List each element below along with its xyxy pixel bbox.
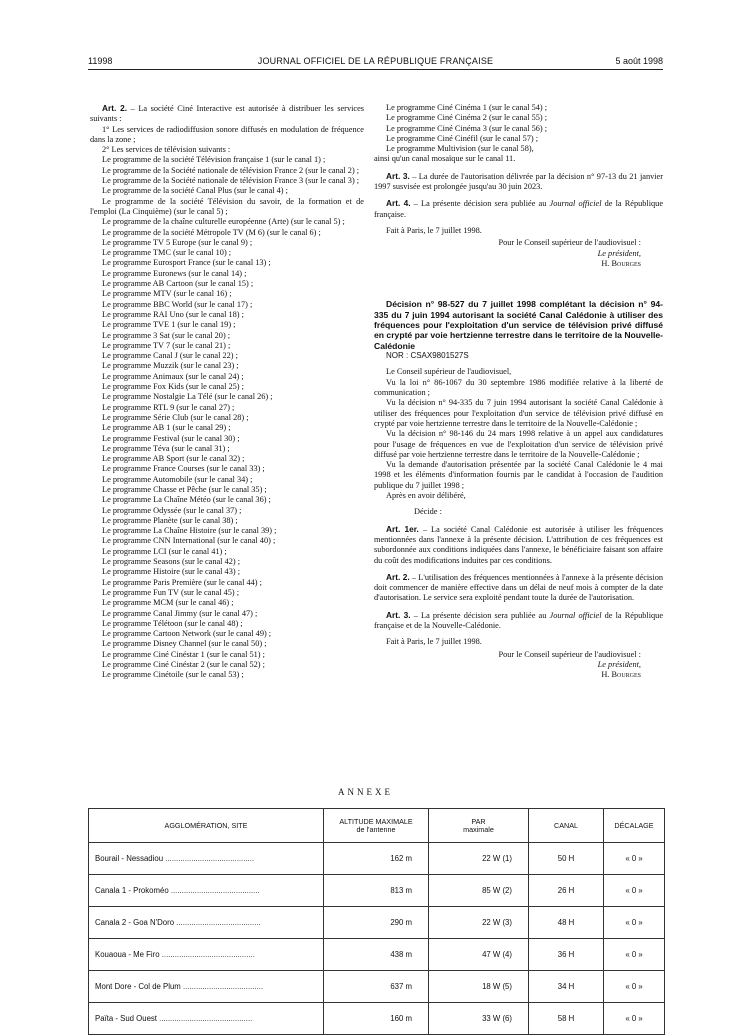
nor-reference: NOR : CSAX9801527S (386, 351, 469, 361)
art3-text: – La durée de l'autorisation délivrée par la décision n° 97-13 du 21 janvier 1997 susvisée est prolongée jusqu'au 30 juin 2023. (374, 171, 663, 192)
annexe-header-row (89, 809, 665, 843)
program-line: Le programme Paris Première (sur le canal 44) ; (102, 577, 262, 587)
site-cell-text: Bourail - Nessadiou (95, 854, 164, 863)
par-cell-text: 47 W (4) (482, 950, 512, 959)
decision-art3-text-a: – La présente décision sera publiée au (410, 610, 550, 620)
decalage-cell-text: « 0 » (625, 950, 643, 959)
header-altitude (324, 809, 429, 843)
program-line: Le programme BBC World (sur le canal 17) ; (102, 299, 253, 309)
visas-list (374, 367, 663, 501)
program-line: Le programme Nostalgie La Télé (sur le canal 26) ; (102, 392, 273, 402)
decision-art2 (374, 572, 663, 604)
visa-paragraph: Après en avoir délibéré, (386, 491, 466, 501)
program-line: Le programme LCI (sur le canal 41) ; (102, 546, 227, 556)
visa-paragraph: Vu la demande d'autorisation présentée par la société Canal Calédonie le 4 mai 1998 et les éléments d'information fournis par le candidat à l'occasion de l'audition publique du 7 juillet 1998 ; (374, 460, 663, 490)
program-line: Le programme Canal J (sur le canal 22) ; (102, 351, 238, 361)
canal-cell-text: 36 H (557, 950, 575, 959)
site-cell-text: Canala 2 - Goa N'Doro (95, 918, 175, 927)
issue-date: 5 août 1998 (615, 56, 663, 66)
altitude-cell-text: 813 m (390, 886, 412, 895)
program-line: Le programme La Chaîne Météo (sur le canal 36) ; (102, 495, 271, 505)
program-line: Le programme Canal Jimmy (sur le canal 47) ; (102, 608, 258, 618)
canal-cell (529, 939, 604, 971)
decision-art3-label: Art. 3. (386, 609, 411, 620)
program-line: Le programme MCM (sur le canal 46) ; (102, 598, 234, 608)
header-altitude-line1: ALTITUDE MAXIMALE (339, 816, 413, 826)
program-line: Le programme Planète (sur le canal 38) ; (102, 515, 238, 525)
site-cell-text: Païta - Sud Ouest (95, 1014, 157, 1023)
par-cell-text: 22 W (3) (482, 918, 512, 927)
program-line: Le programme Automobile (sur le canal 34) ; (102, 474, 253, 484)
site-cell (89, 907, 324, 939)
par-cell (429, 843, 529, 875)
program-line: Le programme Histoire (sur le canal 43) ; (102, 567, 241, 577)
art2-label: Art. 2. (102, 103, 128, 113)
header-decalage: DÉCALAGE (604, 809, 665, 843)
site-cell (89, 875, 324, 907)
altitude-cell (324, 971, 429, 1003)
annexe-row (89, 843, 665, 875)
decision-art1 (374, 524, 663, 566)
decalage-cell-text: « 0 » (625, 886, 643, 895)
program-line: Le programme Multivision (sur le canal 58), (386, 144, 534, 154)
program-line: Le programme CNN International (sur le canal 40) ; (102, 536, 276, 546)
decalage-cell-text: « 0 » (625, 1014, 643, 1023)
visa-paragraph: Vu la décision n° 94-335 du 7 juin 1994 autorisant la société Canal Calédonie à utiliser des fréquences pour l'exploitation d'un service de télévision privé diffusé en crypté par voie hertzienne terrestre dans le territoire de la Nouvelle-Calédonie ; (374, 398, 663, 428)
par-cell (429, 971, 529, 1003)
art3-paragraph (374, 171, 663, 193)
program-line: Le programme Muzzik (sur le canal 23) ; (102, 361, 239, 371)
item-tv: 2° Les services de télévision suivants : (102, 145, 231, 155)
fait-line-2: Fait à Paris, le 7 juillet 1998. (386, 637, 482, 647)
program-line: Le programme AB Cartoon (sur le canal 15) ; (102, 279, 254, 289)
program-line: Le programme de la Société nationale de télévision France 2 (sur le canal 2) ; (102, 165, 360, 175)
program-line: Le programme Festival (sur le canal 30) ; (102, 433, 240, 443)
annexe-row (89, 971, 665, 1003)
signature-role-2: Le président, (597, 659, 641, 669)
header-par-line1: PAR (471, 816, 486, 826)
program-line: Le programme Fun TV (sur le canal 45) ; (102, 587, 240, 597)
par-cell (429, 939, 529, 971)
program-line: Le programme Téva (sur le canal 31) ; (102, 443, 230, 453)
decision-art2-label: Art. 2. (386, 571, 410, 582)
fait-line-1: Fait à Paris, le 7 juillet 1998. (386, 225, 482, 235)
decalage-cell-text: « 0 » (625, 918, 643, 927)
site-cell (89, 1003, 324, 1035)
program-line: Le programme Ciné Cinéfil (sur le canal 57) ; (386, 133, 539, 143)
decalage-cell (604, 875, 665, 907)
art4-text-b: de la République française. (374, 199, 664, 219)
program-line: Le programme 3 Sat (sur le canal 20) ; (102, 330, 231, 340)
decision-art3 (374, 610, 663, 632)
leader-dots: ........................................... (159, 950, 255, 959)
decision-art3-journal: Journal officiel (549, 610, 602, 620)
annexe-row (89, 1003, 665, 1035)
program-line: Le programme de la société Télévision du savoir, de la formation et de l'emploi (La Cinquième) (sur le canal 5) ; (90, 196, 364, 216)
par-cell-text: 33 W (6) (482, 1014, 512, 1023)
site-cell-text: Mont Dore - Col de Plum (95, 982, 181, 991)
running-header (88, 56, 663, 70)
altitude-cell (324, 939, 429, 971)
art2-intro: – La société Ciné Interactive est autorisée à distribuer les services suivants : (90, 104, 364, 124)
program-line: Le programme Ciné Cinéma 2 (sur le canal 55) ; (386, 113, 548, 123)
program-line: Le programme de la société Métropole TV (M 6) (sur le canal 6) ; (102, 227, 321, 237)
decide-line: Décide : (414, 507, 442, 517)
program-line: Le programme Seasons (sur le canal 42) ; (102, 557, 241, 567)
canal-cell (529, 843, 604, 875)
decalage-cell (604, 1003, 665, 1035)
altitude-cell-text: 160 m (390, 1014, 412, 1023)
altitude-cell (324, 907, 429, 939)
program-line: Le programme Euronews (sur le canal 14) ; (102, 268, 247, 278)
leader-dots: ......................................... (168, 886, 260, 895)
program-line: Le programme Cartoon Network (sur le canal 49) ; (102, 629, 272, 639)
canal-cell-text: 26 H (557, 886, 575, 895)
art2-paragraph (90, 103, 364, 125)
program-line: Le programme RAI Uno (sur le canal 18) ; (102, 309, 244, 319)
header-site: AGGLOMÉRATION, SITE (89, 809, 324, 843)
decalage-cell (604, 843, 665, 875)
program-line: Le programme La Chaîne Histoire (sur le canal 39) ; (102, 526, 277, 536)
canal-cell (529, 971, 604, 1003)
left-column (90, 103, 364, 681)
program-line: Le programme de la chaîne culturelle européenne (Arte) (sur le canal 5) ; (102, 217, 345, 227)
program-line: Le programme Disney Channel (sur le canal 50) ; (102, 639, 267, 649)
site-cell (89, 843, 324, 875)
annexe-row (89, 939, 665, 971)
leader-dots: ....................................... (174, 918, 261, 927)
annexe-table (88, 808, 665, 1035)
visa-paragraph: Vu la loi n° 86-1067 du 30 septembre 1986 modifiée relative à la liberté de communication ; (374, 377, 663, 398)
decalage-cell (604, 939, 665, 971)
program-line: Le programme Ciné Cinéma 3 (sur le canal 56) ; (386, 123, 548, 133)
canal-cell (529, 875, 604, 907)
program-line: Le programme AB 1 (sur le canal 29) ; (102, 423, 231, 433)
program-line: Le programme Ciné Cinéstar 1 (sur le canal 51) ; (102, 649, 265, 659)
par-cell-text: 22 W (1) (482, 854, 512, 863)
program-line: Le programme Chasse et Pêche (sur le canal 35) ; (102, 484, 267, 494)
program-line: Le programme Fox Kids (sur le canal 25) ; (102, 382, 244, 392)
annexe-title: ANNEXE (338, 787, 393, 797)
visa-paragraph: Le Conseil supérieur de l'audiovisuel, (386, 367, 512, 377)
decalage-cell (604, 907, 665, 939)
header-par (429, 809, 529, 843)
altitude-cell (324, 843, 429, 875)
program-line: Le programme TV 7 (sur le canal 21) ; (102, 340, 231, 350)
journal-title: JOURNAL OFFICIEL DE LA RÉPUBLIQUE FRANÇAISE (257, 56, 494, 66)
header-altitude-line2: de l'antenne (356, 824, 396, 834)
program-line: Le programme TMC (sur le canal 10) ; (102, 248, 232, 258)
right-column (374, 103, 663, 681)
decision-title: Décision n° 98-527 du 7 juillet 1998 complétant la décision n° 94-335 du 7 juin 1994 autorisant la société Canal Calédonie à utiliser des fréquences pour l'exploitation d'un service de télévision privé diffusé en crypté par voie hertzienne terrestre dans le territoire de la Nouvelle-Calédonie (374, 299, 663, 351)
program-line: Le programme de la Société nationale de télévision France 3 (sur le canal 3) ; (102, 176, 360, 186)
annexe-body (89, 843, 665, 1035)
item-radio: 1° Les services de radiodiffusion sonore diffusés en modulation de fréquence dans la zone ; (90, 124, 364, 144)
mosaic-line: ainsi qu'un canal mosaïque sur le canal 11. (374, 154, 516, 164)
program-line: Le programme France Courses (sur le canal 33) ; (102, 464, 265, 474)
header-rule (88, 69, 663, 70)
canal-cell-text: 50 H (557, 854, 575, 863)
program-line: Le programme RTL 9 (sur le canal 27) ; (102, 402, 235, 412)
par-cell (429, 875, 529, 907)
decalage-cell-text: « 0 » (625, 982, 643, 991)
par-cell (429, 907, 529, 939)
program-line: Le programme de la société Télévision française 1 (sur le canal 1) ; (102, 155, 326, 165)
site-cell-text: Canala 1 - Prokoméo (95, 886, 169, 895)
program-line: Le programme MTV (sur le canal 16) ; (102, 289, 232, 299)
signature-name-1: H. Bourges (601, 258, 641, 268)
annexe-row (89, 875, 665, 907)
decision-art1-text: – La société Canal Calédonie est autorisée à utiliser les fréquences mentionnées dans l'annexe à la présente décision. L'attribution de ces fréquences est subordonnée aux conditions indiquées dans l'annexe, le bénéficiaire faisant son affaire du coût des modifications induites par ces conditions. (374, 524, 663, 565)
program-list-continued (374, 103, 663, 154)
site-cell (89, 971, 324, 1003)
decision-art1-label: Art. 1er. (386, 523, 419, 534)
canal-cell-text: 48 H (557, 918, 575, 927)
par-cell-text: 85 W (2) (482, 886, 512, 895)
program-line: Le programme de la société Canal Plus (sur le canal 4) ; (102, 186, 288, 196)
header-canal: CANAL (529, 809, 604, 843)
art4-text-a: – La présente décision sera publiée au (410, 199, 550, 209)
decalage-cell (604, 971, 665, 1003)
program-line: Le programme AB Sport (sur le canal 32) ; (102, 454, 245, 464)
decision-art2-text: – L'utilisation des fréquences mentionnées à l'annexe à la présente décision doit commencer de manière effective dans un délai de neuf mois à compter de la date d'autorisation. Le service sera exploité pendant toute la durée de l'autorisation. (374, 572, 664, 603)
signature-line-2: Pour le Conseil supérieur de l'audiovisuel : (498, 649, 641, 659)
canal-cell-text: 58 H (557, 1014, 575, 1023)
program-line: Le programme Télétoon (sur le canal 48) ; (102, 618, 243, 628)
signature-role-1: Le président, (597, 248, 641, 258)
program-line: Le programme TVE 1 (sur le canal 19) ; (102, 320, 236, 330)
tv-program-list (90, 155, 364, 680)
canal-cell (529, 1003, 604, 1035)
art3-label: Art. 3. (386, 170, 410, 181)
visa-paragraph: Vu la décision n° 98-146 du 24 mars 1998 relative à un appel aux candidatures pour l'usage de fréquences en vue de l'exploitation d'un service de télévision privé diffusé par voie hertzienne terrestre dans le territoire de la Nouvelle-Calédonie ; (374, 429, 663, 459)
art4-journal: Journal officiel (549, 199, 602, 209)
site-cell (89, 939, 324, 971)
altitude-cell-text: 162 m (390, 854, 412, 863)
altitude-cell (324, 1003, 429, 1035)
program-line: Le programme Cinétoile (sur le canal 53) ; (102, 670, 244, 680)
signature-line-1: Pour le Conseil supérieur de l'audiovisuel : (498, 238, 641, 248)
header-par-line2: maximale (463, 824, 494, 834)
signature-name-2: H. Bourges (601, 670, 641, 680)
art4-label: Art. 4. (386, 198, 411, 209)
program-line: Le programme Ciné Cinéma 1 (sur le canal 54) ; (386, 103, 548, 112)
canal-cell-text: 34 H (557, 982, 575, 991)
leader-dots: ........................................... (156, 1014, 253, 1023)
par-cell-text: 18 W (5) (482, 982, 512, 991)
site-cell-text: Kouaoua - Me Firo (95, 950, 160, 959)
program-line: Le programme Série Club (sur le canal 28) ; (102, 412, 249, 422)
program-line: Le programme Ciné Cinéstar 2 (sur le canal 52) ; (102, 660, 265, 670)
altitude-cell-text: 637 m (390, 982, 412, 991)
par-cell (429, 1003, 529, 1035)
program-line: Le programme TV 5 Europe (sur le canal 9) ; (102, 237, 253, 247)
leader-dots: ......................................... (163, 854, 255, 863)
page-number: 11998 (88, 56, 113, 66)
art4-paragraph (374, 198, 663, 220)
leader-dots: ..................................... (180, 982, 264, 991)
program-line: Le programme Eurosport France (sur le canal 13) ; (102, 258, 271, 268)
canal-cell (529, 907, 604, 939)
program-line: Le programme Odyssée (sur le canal 37) ; (102, 505, 242, 515)
decalage-cell-text: « 0 » (625, 854, 643, 863)
program-line: Le programme Animaux (sur le canal 24) ; (102, 371, 244, 381)
altitude-cell-text: 438 m (390, 950, 412, 959)
altitude-cell (324, 875, 429, 907)
annexe-row (89, 907, 665, 939)
decision-art3-text-b: de la République française et de la Nouvelle-Calédonie. (374, 610, 664, 631)
altitude-cell-text: 290 m (390, 918, 412, 927)
